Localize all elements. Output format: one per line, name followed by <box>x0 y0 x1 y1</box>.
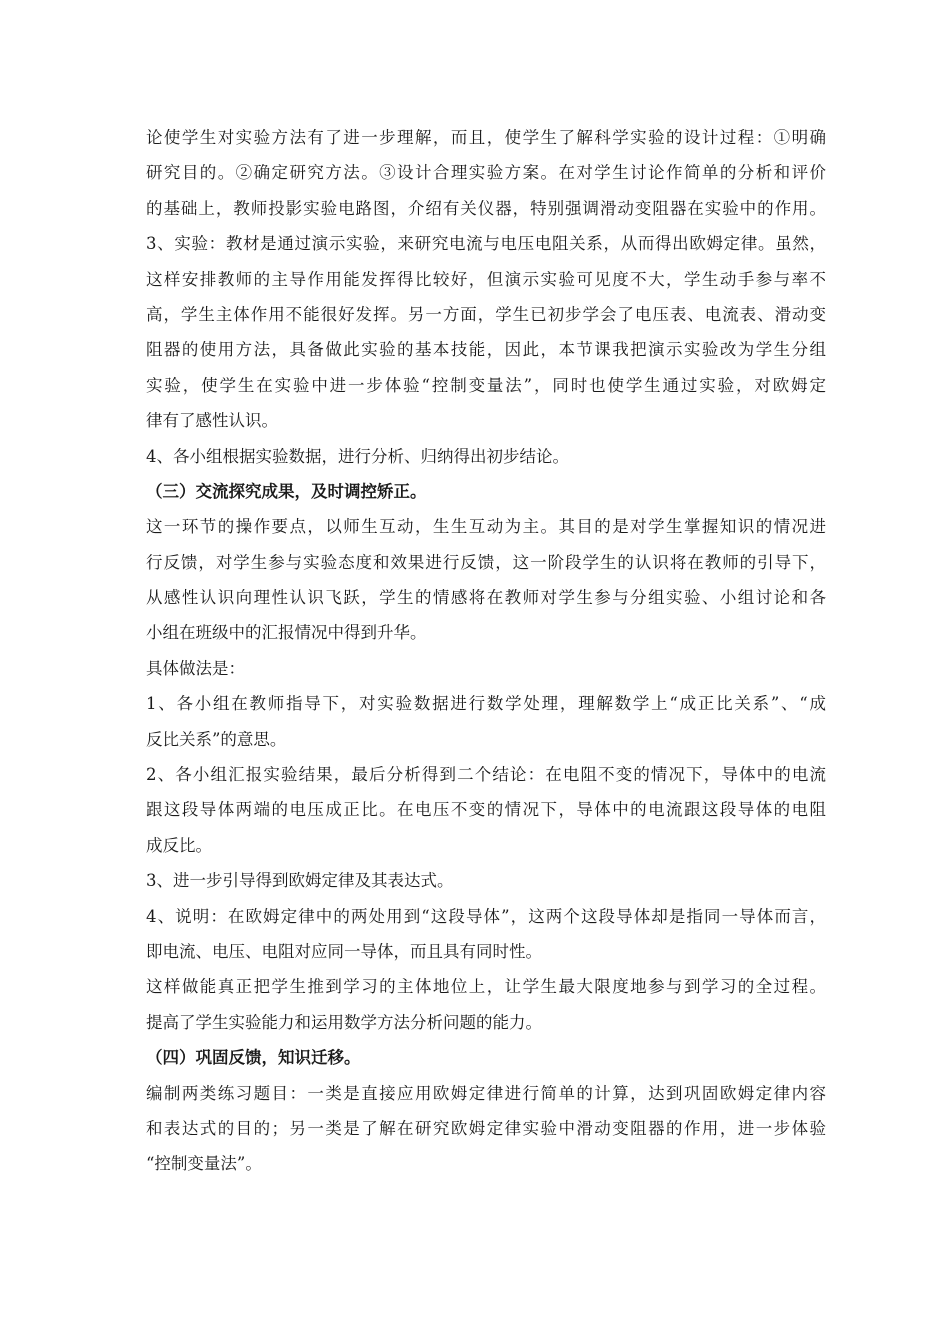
paragraph-line: 4、各小组根据实验数据，进行分析、归纳得出初步结论。 <box>146 446 569 466</box>
paragraph-line: 研究目的。②确定研究方法。③设计合理实验方案。在对学生讨论作简单的分析和评价 <box>146 163 826 183</box>
paragraph-line: 3、实验：教材是通过演示实验，来研究电流与电压电阻关系，从而得出欧姆定律。虽然， <box>146 234 826 254</box>
paragraph-line: 跟这段导体两端的电压成正比。在电压不变的情况下，导体中的电流跟这段导体的电阻 <box>146 800 826 820</box>
paragraph-line: 反比关系”的意思。 <box>146 729 287 749</box>
section-heading: （四）巩固反馈，知识迁移。 <box>146 1048 361 1068</box>
paragraph-line: “控制变量法”。 <box>146 1154 262 1174</box>
document-page <box>146 120 826 1182</box>
paragraph-line: 这样安排教师的主导作用能发挥得比较好，但演示实验可见度不大，学生动手参与率不 <box>146 269 826 289</box>
section-heading: （三）交流探究成果，及时调控矫正。 <box>146 481 427 501</box>
paragraph-line: 从感性认识向理性认识飞跃，学生的情感将在教师对学生参与分组实验、小组讨论和各 <box>146 588 826 608</box>
paragraph-line: 论使学生对实验方法有了进一步理解，而且，使学生了解科学实验的设计过程：①明确 <box>146 128 826 147</box>
paragraph-line: 编制两类练习题目：一类是直接应用欧姆定律进行简单的计算，达到巩固欧姆定律内容 <box>146 1083 826 1103</box>
paragraph-line: 行反馈，对学生参与实验态度和效果进行反馈，这一阶段学生的认识将在教师的引导下， <box>146 552 826 572</box>
paragraph-line: 阻器的使用方法，具备做此实验的基本技能，因此，本节课我把演示实验改为学生分组 <box>146 340 826 360</box>
paragraph-line: 2、各小组汇报实验结果，最后分析得到二个结论：在电阻不变的情况下，导体中的电流 <box>146 765 826 785</box>
paragraph-line: 高，学生主体作用不能很好发挥。另一方面，学生已初步学会了电压表、电流表、滑动变 <box>146 304 826 324</box>
paragraph-line: 4、说明：在欧姆定律中的两处用到“这段导体”，这两个这段导体却是指同一导体而言， <box>146 906 826 926</box>
paragraph-line: 这样做能真正把学生推到学习的主体地位上，让学生最大限度地参与到学习的全过程。 <box>146 977 826 997</box>
paragraph-line: 律有了感性认识。 <box>146 411 278 431</box>
paragraph-line: 成反比。 <box>146 835 212 855</box>
paragraph-line: 和表达式的目的；另一类是了解在研究欧姆定律实验中滑动变阻器的作用，进一步体验 <box>146 1118 826 1138</box>
paragraph-line: 即电流、电压、电阻对应同一导体，而且具有同时性。 <box>146 941 542 961</box>
paragraph-line: 小组在班级中的汇报情况中得到升华。 <box>146 623 427 643</box>
paragraph-line: 这一环节的操作要点，以师生互动，生生互动为主。其目的是对学生掌握知识的情况进 <box>146 517 826 537</box>
paragraph-line: 1、各小组在教师指导下，对实验数据进行数学处理，理解数学上“成正比关系”、“成 <box>146 694 826 714</box>
paragraph-line: 具体做法是： <box>146 658 245 678</box>
paragraph-line: 提高了学生实验能力和运用数学方法分析问题的能力。 <box>146 1012 542 1032</box>
paragraph-line: 实验，使学生在实验中进一步体验“控制变量法”，同时也使学生通过实验，对欧姆定 <box>146 375 826 395</box>
paragraph-line: 3、进一步引导得到欧姆定律及其表达式。 <box>146 871 454 891</box>
paragraph-line: 的基础上，教师投影实验电路图，介绍有关仪器，特别强调滑动变阻器在实验中的作用。 <box>146 198 826 218</box>
